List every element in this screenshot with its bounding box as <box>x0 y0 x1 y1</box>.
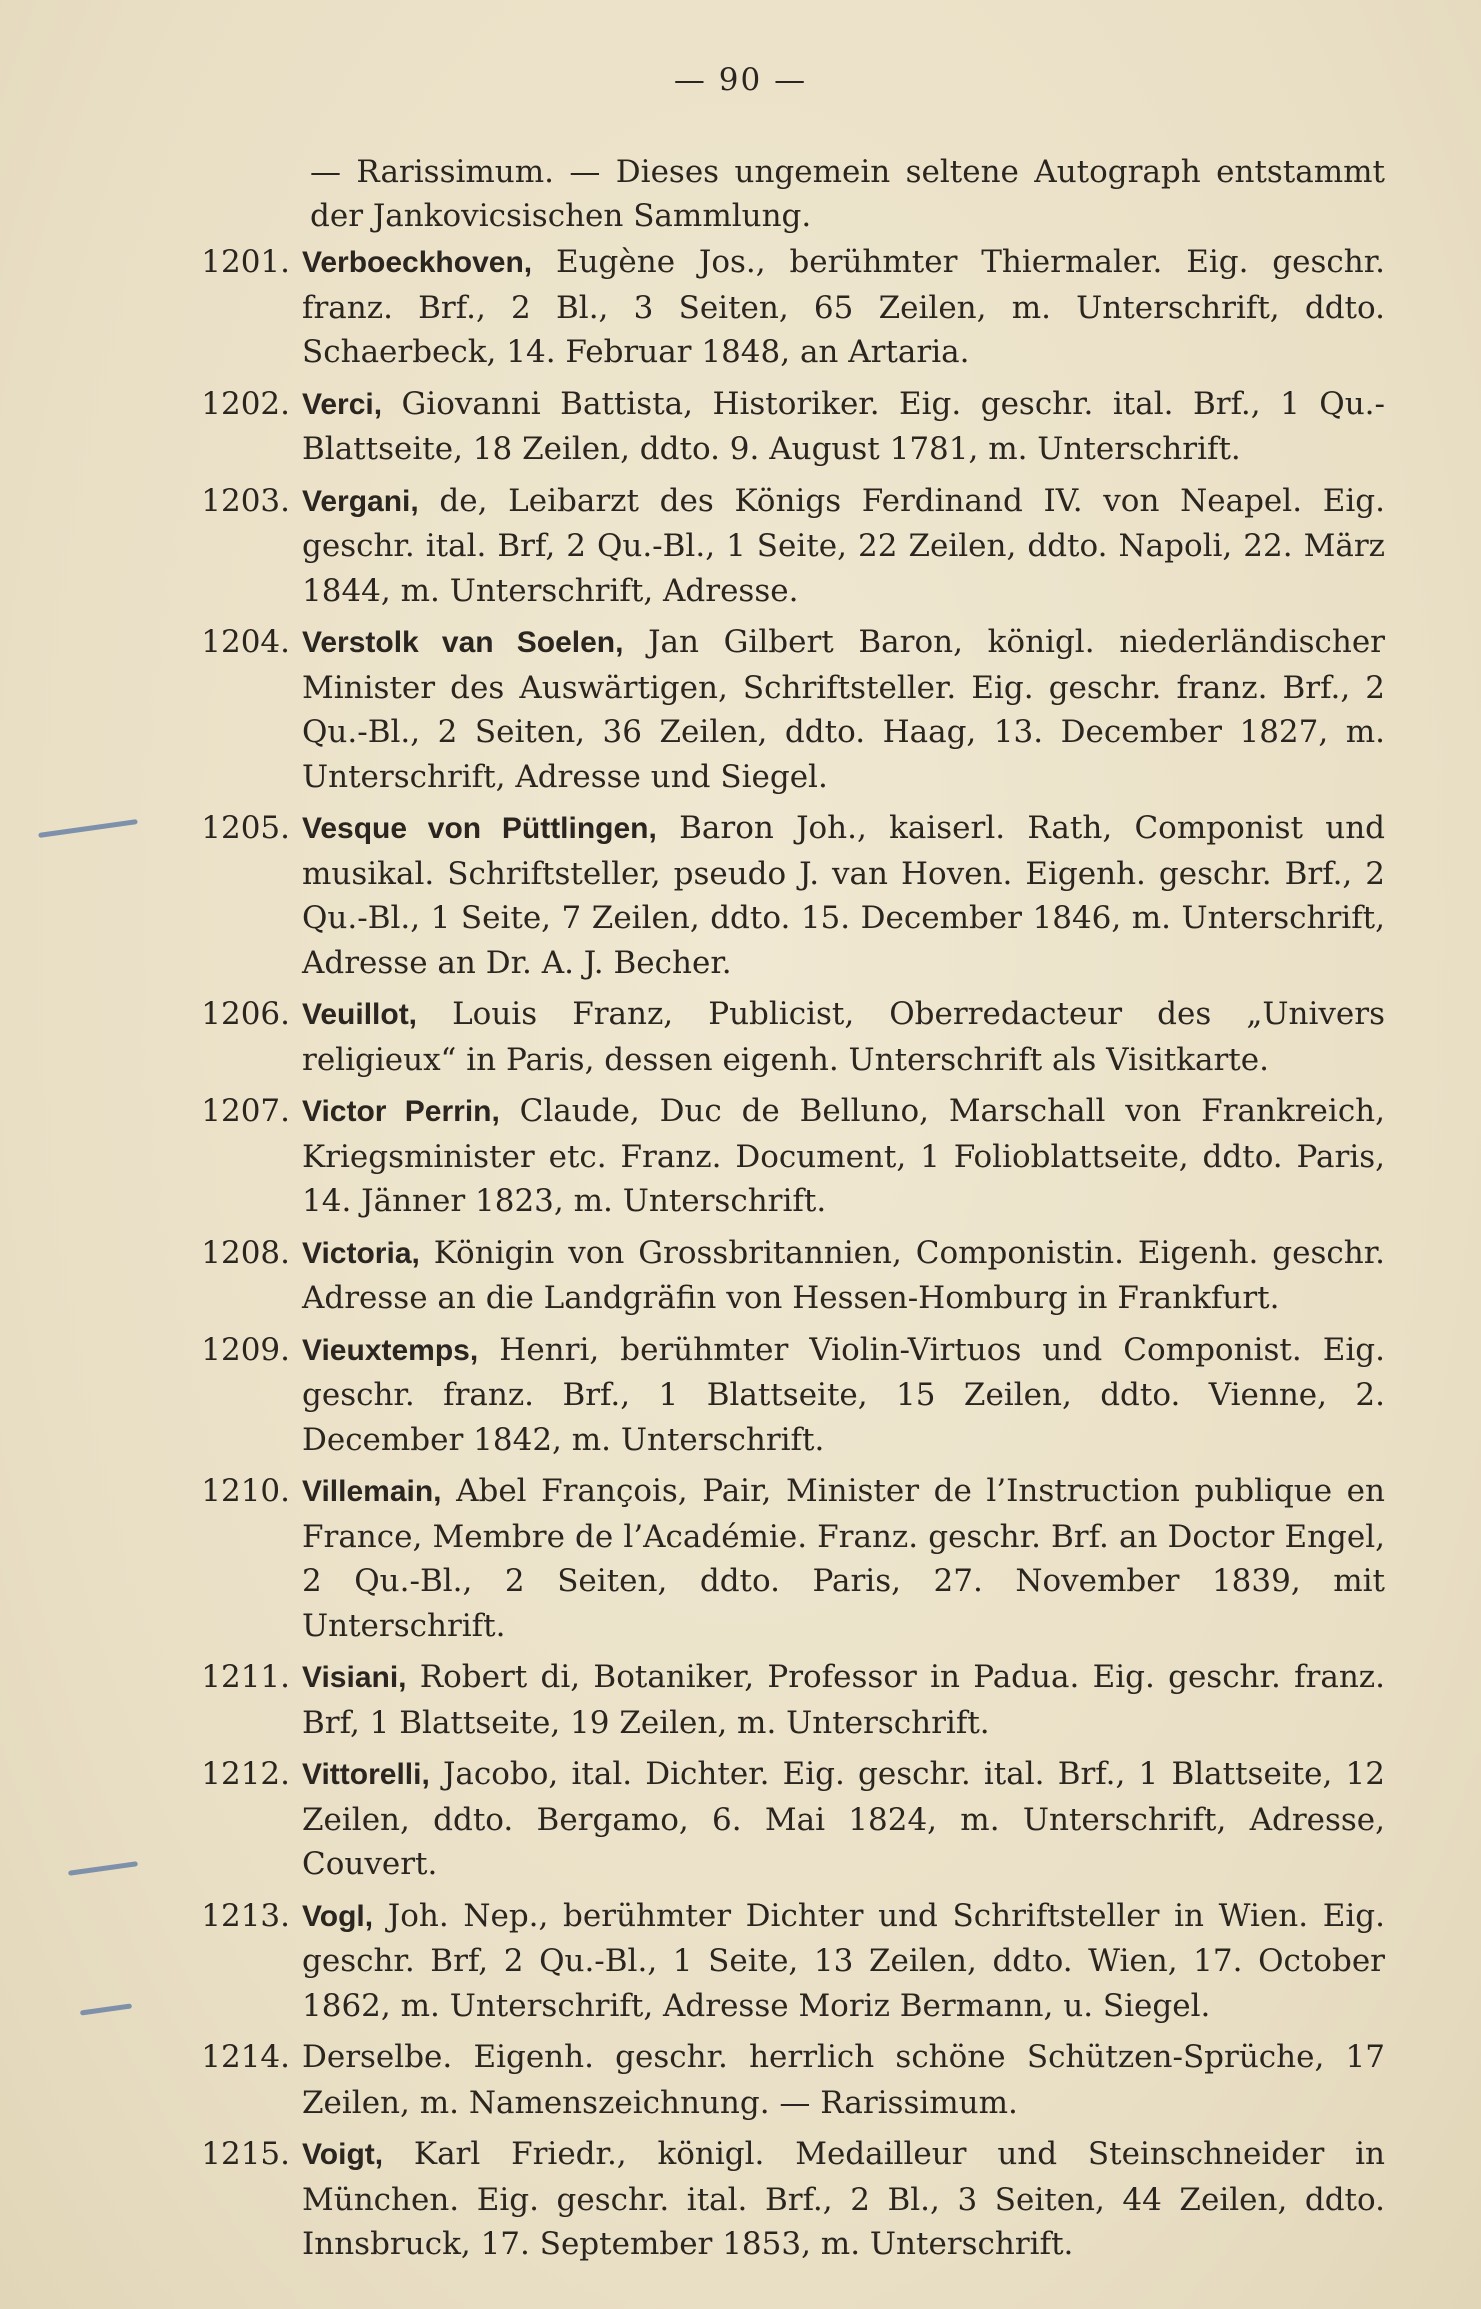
entry-name: Visiani, <box>302 1661 407 1694</box>
catalog-entry <box>180 1328 1385 1463</box>
entry-number: 1203. <box>201 482 290 519</box>
entry-number: 1215. <box>201 2136 290 2172</box>
entry-name: Verstolk van Soelen, <box>302 626 624 659</box>
catalog-entry <box>180 1231 1385 1321</box>
entry-text: Robert di, Botaniker, Professor in Padua. Eig. geschr. franz. Brf, 1 Blattseite, 19 Zeilen, m. Unterschrift. <box>302 1659 1385 1741</box>
entry-number: 1207. <box>201 1093 290 1129</box>
catalog-entries <box>180 240 1385 2274</box>
entry-text: Königin von Grossbritannien, Componistin. Eigenh. geschr. Adresse an die Landgräfin von Hessen-Homburg in Frankfurt. <box>302 1234 1385 1316</box>
entry-number: 1210. <box>201 1473 290 1509</box>
entry-name: Victoria, <box>302 1236 420 1270</box>
entry-text: Derselbe. Eigenh. geschr. herrlich schöne Schützen-Sprüche, 17 Zeilen, m. Namenszeichnung. — Rarissimum. <box>302 2039 1385 2121</box>
catalog-entry <box>180 382 1385 472</box>
pen-mark <box>68 1861 138 1876</box>
entry-name: Vesque von Püttlingen, <box>302 812 657 845</box>
catalog-entry <box>180 1089 1385 1224</box>
entry-number: 1213. <box>201 1897 290 1934</box>
entry-text: Claude, Duc de Belluno, Marschall von Frankreich, Kriegsminister etc. Franz. Document, 1 Folioblattseite, ddto. Paris, 14. Jänner 1823, m. Unterschrift. <box>302 1093 1385 1219</box>
catalog-entry <box>180 806 1385 985</box>
entry-text: Giovanni Battista, Historiker. Eig. geschr. ital. Brf., 1 Qu.-Blattseite, 18 Zeilen, ddto. 9. August 1781, m. Unterschrift. <box>302 385 1385 467</box>
entry-text: Baron Joh., kaiserl. Rath, Componist und musikal. Schriftsteller, pseudo J. van Hoven. Eigenh. geschr. Brf., 2 Qu.-Bl., 1 Seite, 7 Zeilen, ddto. 15. December 1846, m. Unterschrift, Adresse an Dr. A. J. Becher. <box>302 810 1386 981</box>
entry-name: Verci, <box>302 387 383 421</box>
entry-name: Vieuxtemps, <box>302 1333 479 1367</box>
catalog-entry <box>180 479 1385 614</box>
catalog-entry <box>180 2132 1385 2267</box>
entry-name: Voigt, <box>302 2138 384 2171</box>
entry-text: Joh. Nep., berühmter Dichter und Schriftsteller in Wien. Eig. geschr. Brf, 2 Qu.-Bl., 1 Seite, 13 Zeilen, ddto. Wien, 17. October 1862, m. Unterschrift, Adresse Moriz Bermann, u. Siegel. <box>302 1897 1385 2024</box>
catalog-entry <box>180 2035 1385 2125</box>
entry-text: Henri, berühmter Violin-Virtuos und Componist. Eig. geschr. franz. Brf., 1 Blattseite, 15 Zeilen, ddto. Vienne, 2. December 1842, m. Unterschrift. <box>302 1331 1385 1458</box>
entry-name: Vergani, <box>302 484 419 518</box>
pen-mark <box>38 819 138 838</box>
entry-name: Vittorelli, <box>302 1758 430 1791</box>
entry-text: Karl Friedr., königl. Medailleur und Steinschneider in München. Eig. geschr. ital. Brf., 2 Bl., 3 Seiten, 44 Zeilen, ddto. Innsbruck, 17. September 1853, m. Unterschrift. <box>302 2136 1385 2262</box>
entry-number: 1204. <box>201 624 290 660</box>
entry-name: Veuillot, <box>302 998 418 1031</box>
catalog-entry <box>180 620 1385 799</box>
entry-text: Jacobo, ital. Dichter. Eig. geschr. ital. Brf., 1 Blattseite, 12 Zeilen, ddto. Bergamo, 6. Mai 1824, m. Unterschrift, Adresse, Couvert. <box>302 1756 1385 1882</box>
entry-text: Jan Gilbert Baron, königl. niederländischer Minister des Auswärtigen, Schriftsteller. Eig. geschr. franz. Brf., 2 Qu.-Bl., 2 Seiten, 36 Zeilen, ddto. Haag, 13. December 1827, m. Unterschrift, Adresse und Siegel. <box>302 624 1385 795</box>
pen-mark <box>80 2003 132 2015</box>
entry-name: Vogl, <box>302 1899 374 1933</box>
catalog-entry <box>180 240 1385 375</box>
entry-name: Villemain, <box>302 1475 442 1508</box>
entry-text: Louis Franz, Publicist, Oberredacteur des „Univers religieux“ in Paris, dessen eigenh. Unterschrift als Visitkarte. <box>302 996 1385 1078</box>
entry-number: 1206. <box>201 996 290 1032</box>
entry-number: 1214. <box>201 2039 290 2075</box>
entry-text: Eugène Jos., berühmter Thiermaler. Eig. geschr. franz. Brf., 2 Bl., 3 Seiten, 65 Zeilen, m. Unterschrift, ddto. Schaerbeck, 14. Februar 1848, an Artaria. <box>302 244 1385 370</box>
catalog-entry <box>180 1894 1385 2029</box>
entry-number: 1202. <box>201 385 290 422</box>
catalog-entry <box>180 1655 1385 1745</box>
entry-number: 1201. <box>201 244 290 280</box>
entry-text: Abel François, Pair, Minister de l’Instruction publique en France, Membre de l’Académie. Franz. geschr. Brf. an Doctor Engel, 2 Qu.-Bl., 2 Seiten, ddto. Paris, 27. November 1839, mit Unterschrift. <box>302 1473 1385 1644</box>
intro-paragraph: — Rarissimum. — Dieses ungemein seltene Autograph entstammt der Jankovicsischen Sammlung. <box>310 154 1385 234</box>
entry-number: 1205. <box>201 810 290 846</box>
entry-number: 1212. <box>201 1756 290 1792</box>
page-number: — 90 — <box>673 62 808 98</box>
entry-number: 1209. <box>201 1331 290 1368</box>
entry-text: de, Leibarzt des Königs Ferdinand IV. von Neapel. Eig. geschr. ital. Brf, 2 Qu.-Bl., 1 Seite, 22 Zeilen, ddto. Napoli, 22. März 1844, m. Unterschrift, Adresse. <box>302 482 1385 609</box>
entry-number: 1208. <box>201 1234 290 1271</box>
catalog-entry <box>180 992 1385 1082</box>
entry-name: Victor Perrin, <box>302 1095 500 1128</box>
catalog-entry <box>180 1469 1385 1648</box>
entry-number: 1211. <box>201 1659 290 1695</box>
entry-name: Verboeckhoven, <box>302 246 533 279</box>
catalog-entry <box>180 1752 1385 1887</box>
